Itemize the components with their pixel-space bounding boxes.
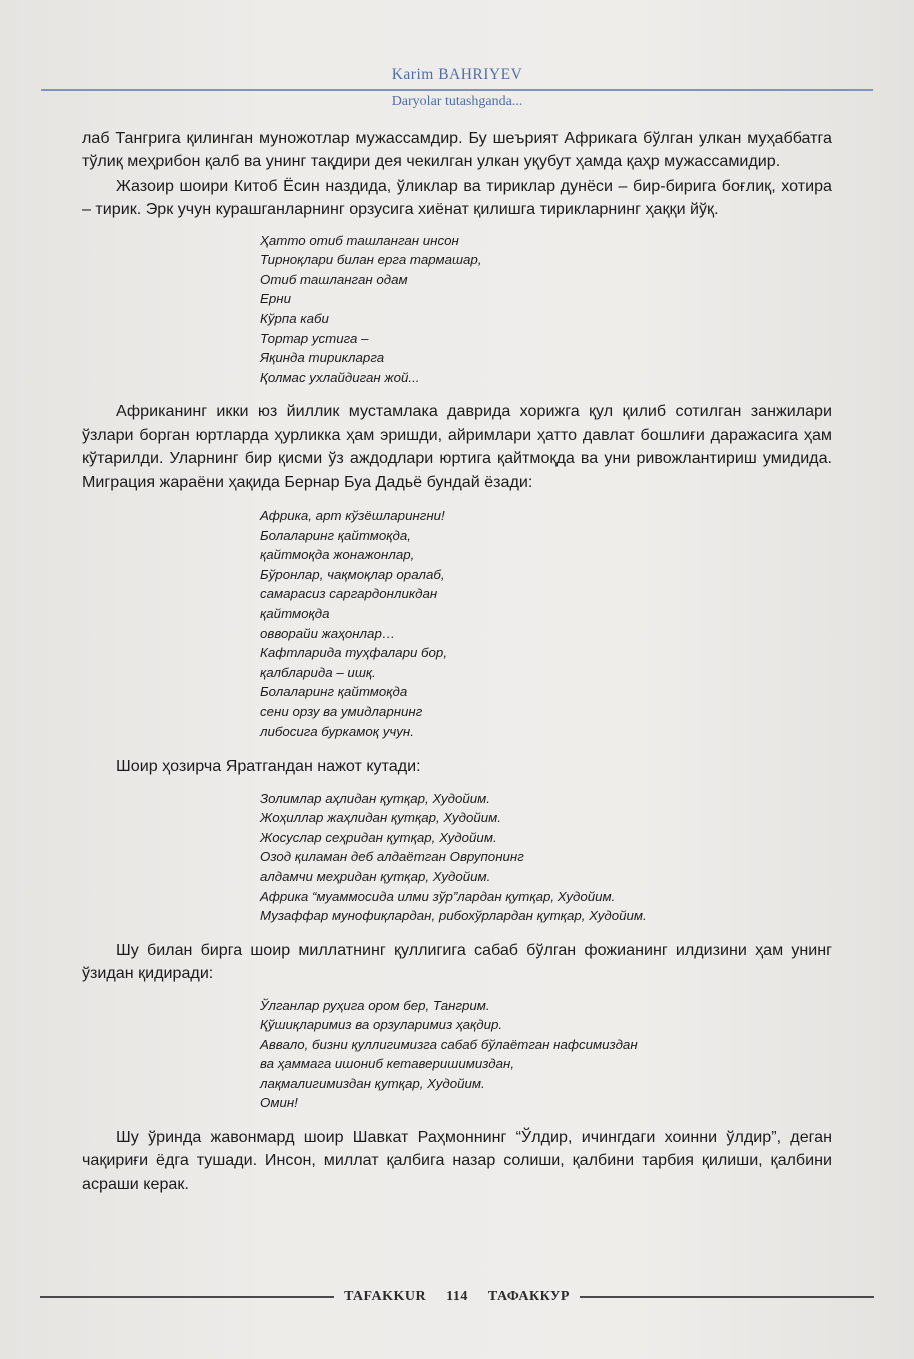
book-title: Daryolar tutashganda... <box>391 94 523 109</box>
poem-line: ва ҳаммага ишониб кетаверишимиздан, <box>260 1056 515 1072</box>
poem-line: Озод қиламан деб алдаётган Оврупонинг <box>260 849 524 865</box>
poem-line: Қўшиқларимиз ва орзуларимиз ҳақдир. <box>260 1017 503 1033</box>
author-name: Karim BAHRIYEV <box>391 66 523 83</box>
paragraph-6: Шу ўринда жавонмард шоир Шавкат Раҳмоннинг “Ўлдир, ичингдаги хоинни ўлдир”, деган чақириғи ёдга тушади. Инсон, миллат қалбига назар солиши, қалбини тарбия қилиши, қалбини асраши керак. <box>82 1128 832 1193</box>
poem-line: сени орзу ва умидларнинг <box>260 703 423 719</box>
footer-rule-left <box>40 1296 334 1298</box>
poem-line: алдамчи меҳридан қутқар, Худойим. <box>260 868 491 884</box>
header-divider <box>41 89 873 91</box>
poem-line: Болаларинг қайтмоқда <box>260 684 408 700</box>
poem-4 <box>260 996 832 1114</box>
poem-line: самарасиз саргардонликдан <box>260 586 438 602</box>
paragraph-5: Шу билан бирга шоир миллатнинг қуллигига сабаб бўлган фожианинг илдизини ҳам унинг ўзидан қидиради: <box>82 940 832 983</box>
poem-line: Омин! <box>260 1095 298 1111</box>
paragraph-1: лаб Тангрига қилинган муножотлар мужассамдир. Бу шеърият Африкага бўлган улкан муҳаббатга тўлиқ меҳрибон қалб ва унинг тақдири дея чекилган улкан уқубут ҳамда қаҳр мужассамидир. <box>82 129 832 171</box>
poem-line: Отиб ташланган одам <box>260 271 408 287</box>
poem-line: либосига буркамоқ учун. <box>260 723 414 739</box>
poem-1 <box>260 231 832 388</box>
poem-line: қалбларида – ишқ. <box>260 664 376 680</box>
page-header <box>0 66 914 110</box>
page-number: 114 <box>446 1289 468 1304</box>
poem-line: қайтмоқда жонажонлар, <box>260 547 415 563</box>
page-content <box>82 127 832 1196</box>
poem-line: Жоҳиллар жаҳлидан қутқар, Худойим. <box>260 810 501 826</box>
poem-line: Болаларинг қайтмоқда, <box>260 527 411 543</box>
poem-line: Бўронлар, чақмоқлар оралаб, <box>260 566 445 582</box>
poem-line: Ҳатто отиб ташланган инсон <box>260 232 459 248</box>
poem-2 <box>260 506 832 741</box>
poem-line: Аввало, бизни қуллигимизга сабаб бўлаётган нафсимиздан <box>260 1036 638 1052</box>
poem-line: Яқинда тирикларга <box>260 350 385 366</box>
poem-line: Тортар устига – <box>260 330 369 346</box>
paragraph-3: Африканинг икки юз йиллик мустамлака даврида хорижга қул қилиб сотилган занжилари ўзлари борган юртларда ҳурликка ҳам эришди, айримлари ҳатто давлат бошлиғи даражасига ҳам кўтарилди. Уларнинг бир қисми ўз аждодлари юртига қайтмоқда ва уни ривожлантириш умидида. Миграция жараёни ҳақида Бернар Буа Дадьё бундай ёзади: <box>82 402 832 491</box>
footer-rule-right <box>580 1296 874 1298</box>
footer-journal-cyrillic: ТАФАККУР <box>487 1289 570 1304</box>
poem-line: Золимлар аҳлидан қутқар, Худойим. <box>260 790 490 806</box>
footer-journal-latin: TAFAKKUR <box>344 1289 427 1304</box>
poem-line: қайтмоқда <box>260 605 330 621</box>
poem-line: Африка, арт кўзёшларингни! <box>260 508 445 523</box>
poem-line: Тирноқлари билан ерга тармашар, <box>260 252 482 268</box>
poem-line: лақмалигимиздан қутқар, Худойим. <box>260 1075 485 1091</box>
poem-line: Кўрпа каби <box>260 311 329 326</box>
paragraph-2: Жазоир шоири Китоб Ёсин наздида, ўликлар ва тириклар дунёси – бир-бирига боғлиқ, хотира – тирик. Эрк учун курашганларнинг орзусига хиёнат қилишга тирикларнинг ҳаққи йўқ. <box>82 176 832 219</box>
poem-line: Ўлганлар руҳига ором бер, Тангрим. <box>260 997 490 1013</box>
poem-line: Музаффар мунофиқлардан, рибохўрлардан қутқар, Худойим. <box>260 908 647 924</box>
paragraph-4: Шоир ҳозирча Яратгандан нажот кутади: <box>116 757 421 776</box>
poem-line: Кафтларида туҳфалари бор, <box>260 645 448 661</box>
poem-line: овворайи жаҳонлар… <box>260 625 396 641</box>
poem-3 <box>260 789 832 926</box>
poem-line: Ерни <box>260 291 291 307</box>
poem-line: Қолмас ухлайдиган жой... <box>260 369 420 385</box>
poem-line: Жосуслар сеҳридан қутқар, Худойим. <box>260 829 497 845</box>
page-footer <box>40 1289 874 1305</box>
poem-line: Африка “муаммосида илми зўр”лардан қутқар, Худойим. <box>260 888 616 904</box>
